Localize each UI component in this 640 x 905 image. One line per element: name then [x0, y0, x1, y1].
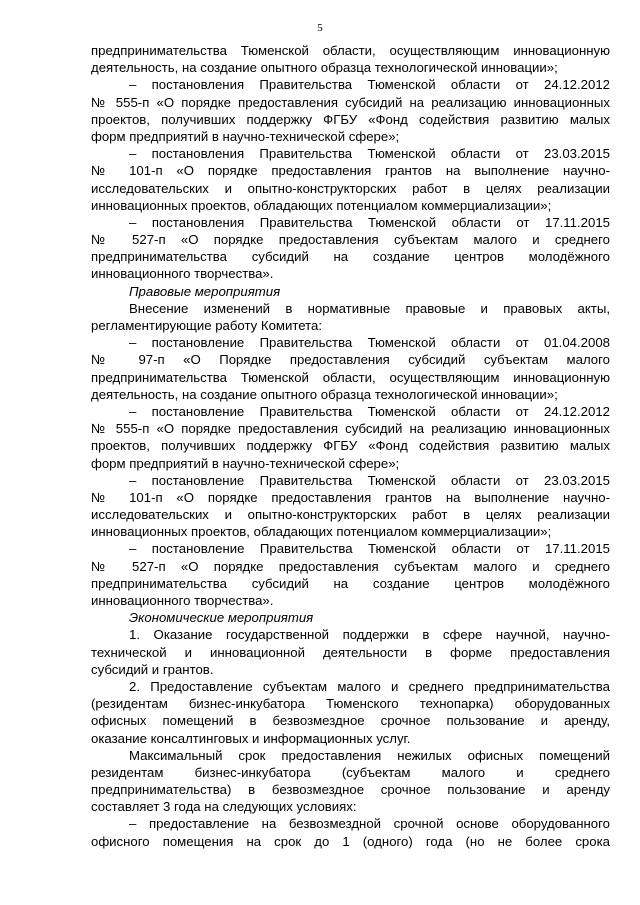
text-line: – постановления Правительства Тюменской области от 23.03.2015: [129, 146, 610, 162]
text-line: – постановления Правительства Тюменской области от 17.11.2015: [129, 214, 610, 230]
text-line: инновационных проектов, обладающих потенциалом коммерциализации»;: [91, 197, 552, 213]
text-line: предпринимательства Тюменской области, осуществляющим инновационную: [91, 43, 610, 58]
text-line: форм предприятий в научно-технической сфере»;: [91, 455, 400, 471]
text-line: регламентирующие работу Комитета:: [91, 318, 323, 333]
text-line: – предоставление на безвозмездной срочной основе оборудованного: [129, 816, 610, 832]
text-line: № 97-п «О Порядке предоставления субсидий субъектам малого: [91, 352, 610, 368]
text-line: 2. Предоставление субъектам малого и среднего предпринимательства: [129, 678, 610, 694]
text-line: предпринимательства) в безвозмездное срочное пользование и аренду: [91, 782, 610, 798]
text-line: № 555-п «О порядке предоставления субсидий на реализацию инновационных: [91, 421, 610, 437]
text-line: предпринимательства субсидий на создание центров молодёжного: [91, 249, 610, 265]
text-line: – постановление Правительства Тюменской области от 17.11.2015: [129, 541, 610, 557]
text-line: проектов, получивших поддержку ФГБУ «Фонд содействия развитию малых: [91, 438, 610, 454]
text-line: Внесение изменений в нормативные правовые и правовых акты,: [129, 300, 610, 316]
section-heading: Экономические мероприятия: [129, 610, 314, 626]
text-line: технической и инновационной деятельности в форме предоставления: [91, 644, 610, 660]
text-line: исследовательских и опытно-конструкторских работ в целях реализации: [91, 507, 610, 523]
text-line: № 555-п «О порядке предоставления субсидий на реализацию инновационных: [91, 94, 610, 110]
text-line: 1. Оказание государственной поддержки в сфере научной, научно-: [129, 627, 610, 643]
text-line: № 101-п «О порядке предоставления грантов на выполнение научно-: [91, 163, 610, 179]
text-line: инновационного творчества».: [91, 266, 274, 282]
text-line: инновационного творчества».: [91, 593, 274, 608]
text-line: № 527-п «О порядке предоставления субъектам малого и среднего: [91, 232, 610, 248]
text-line: проектов, получивших поддержку ФГБУ «Фонд содействия развитию малых: [91, 111, 610, 127]
text-line: (резидентам бизнес-инкубатора Тюменского технопарка) оборудованных: [91, 696, 610, 712]
text-line: № 101-п «О порядке предоставления грантов на выполнение научно-: [91, 489, 610, 505]
text-line: – постановления Правительства Тюменской области от 24.12.2012: [129, 77, 610, 93]
text-line: оказание консалтинговых и информационных услуг.: [91, 730, 411, 746]
text-line: резидентам бизнес-инкубатора (субъектам малого и среднего: [91, 764, 610, 780]
text-line: деятельность, на создание опытного образца технологической инновации»;: [91, 60, 558, 76]
text-line: – постановление Правительства Тюменской области от 01.04.2008: [129, 335, 610, 351]
text-line: – постановление Правительства Тюменской области от 24.12.2012: [129, 403, 610, 419]
text-line: Максимальный срок предоставления нежилых офисных помещений: [129, 747, 610, 763]
document-body: [91, 42, 610, 850]
page-number: 5: [317, 22, 323, 34]
text-line: офисных помещений в безвозмездное срочное пользование и аренду,: [91, 713, 610, 729]
text-line: предпринимательства субсидий на создание центров молодёжного: [91, 575, 610, 591]
text-line: № 527-п «О порядке предоставления субъектам малого и среднего: [91, 558, 610, 574]
text-line: – постановление Правительства Тюменской области от 23.03.2015: [129, 472, 610, 488]
text-line: предпринимательства Тюменской области, осуществляющим инновационную: [91, 369, 610, 385]
text-line: деятельность, на создание опытного образца технологической инновации»;: [91, 386, 558, 402]
text-line: составляет 3 года на следующих условиях:: [91, 799, 357, 815]
text-line: исследовательских и опытно-конструкторских работ в целях реализации: [91, 180, 610, 196]
text-line: инновационных проектов, обладающих потенциалом коммерциализации»;: [91, 524, 552, 540]
text-line: офисного помещения на срок до 1 (одного) года (но не более срока: [91, 833, 610, 849]
section-heading: Правовые мероприятия: [129, 283, 281, 299]
text-line: субсидий и грантов.: [91, 661, 214, 677]
text-line: форм предприятий в научно-технической сфере»;: [91, 128, 400, 144]
